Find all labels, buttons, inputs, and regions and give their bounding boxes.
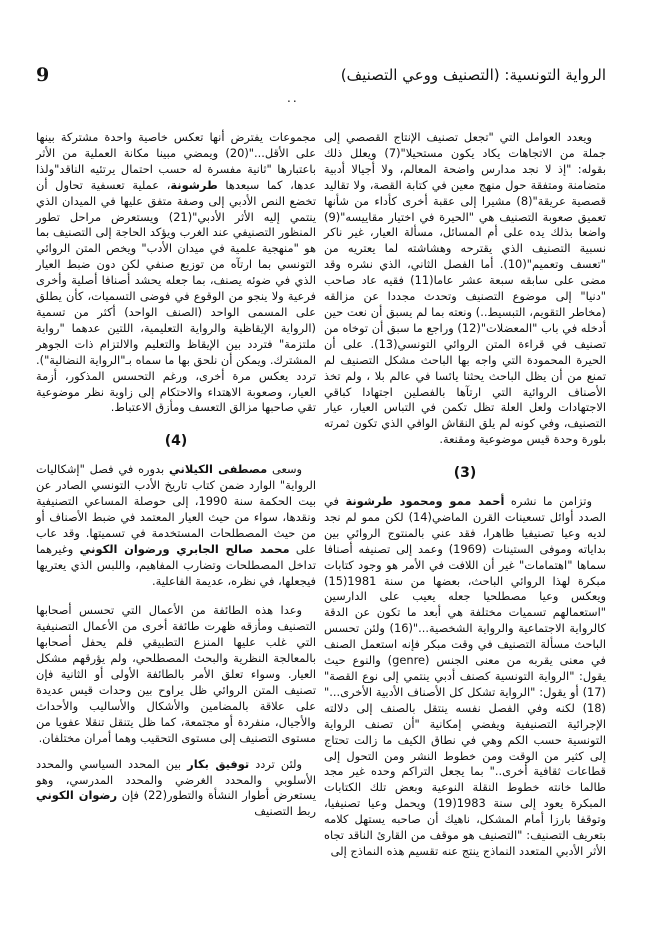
- page-header: [36, 66, 606, 86]
- author-name: توفيق بكار: [187, 756, 250, 771]
- header-dots: ..: [287, 91, 299, 105]
- text-run: وسعى: [267, 462, 303, 477]
- text-run: في الصدد أوائل تسعينات القرن الماضي(14) لكن ممو لم نجد لديه وعيا تصنيفيا ظاهرا، فقد عني بالمنتوج الروائي بين بداياته وموفى الستينات (1969) وعمد إلى تصنيفه أصنافا سماها "اهتمامات" غير أن اللافت في الأمر هو وجود كتابات مبكرة لهذا الروائي الباحث، بعضها من سنة 1981(15) ويعكس وعيا مصطلحيا جعله يعيب على الدارسين "استعمالهم تسميات مختلفة هي أبعد ما تكون عن الدقة كالرواية الاجتماعية والرواية الشخصية..."(16) ولئن تحسس الباحث مسألة التصنيف في وقت مبكر فإنه استعمل الصنف في معنى يقربه من معنى الجنس (genre) والنوع حيث يقول: "الرواية التونسية كصنف أدبي ينتمي إلى نوع القصة"(17) أو يقول: "الرواية تشكل كل الأصناف الأدبية الأخرى..."(18) لكنه وفي الفصل نفسه ينتقل بالصنف إلى دلالته الإجرائية التصنيفية ويفضي إمكانية "أن تصنف الرواية التونسية حسب الكم وهي في نطاق الكيف ما زالت تحتاج إلى كثير من الوقت ومن خطوط النشر ومن التحول إلى قطاعات ثقافية أخرى.." بما يجعل التراكم وحده غير مجد طالما خانته خطوط النقلة النوعية وبعض تلك الكتابات المبكرة يعود إلى سنة 1983(19) ويحمل وعيا تصنيفيا، وتوقفا بارزا أمام المشكل، ناهيك أن صاحبه يستهل كلامه بتعريف التصنيف: "التصنيف هو موقف من القارئ الناقد تجاه الأثر الأدبي المتعدد النماذج ينتج عنه تقسيم هذه النماذج إلى: [324, 494, 607, 858]
- paragraph: [324, 494, 606, 860]
- author-name: رضوان الكوني: [36, 788, 118, 803]
- running-title: الرواية التونسية: (التصنيف ووعي التصنيف): [340, 66, 606, 84]
- author-names: محمد صالح الجابري ورضوان الكوني: [79, 541, 290, 556]
- left-column: [36, 130, 316, 820]
- text-run: ، عملية تعسفية تحاول أن تخضع النص الأدبي إلى وصفة متفق عليها في الميدان الذي ينتمي إليه الأثر الأدبي"(21) ويستعرض مراحل تطور المنظور التصنيفي عند الغرب ويؤكد الحاجة إلى التصنيف بما هو "منهجية علمية في ميدان الأدب" ويخص المتن الروائي التونسي بما ارتآه من توزيع صنفي لكن دون ضبط العيار الذي في ضوئه يصنف، بما جعله يحشد أصنافا أصلية وأخرى فرعية ولا ينجو من الوقوع في فوضى التسميات، كأن يطلق على المسمى الواحد (الصنف الواحد) أكثر من تسمية (الرواية الإيقاظية والرواية التعليمية، اللتين عدهما "رواية ملتزمة" فتردد بين الإيقاظ والتعليم والالتزام ذات الجوهر المشترك. ويمكن أن نلحق بها ما سماه بـ"الرواية النضالية"). تردد يعكس مرة أخرى، ورغم التحسس المذكور، أزمة العيار، وصعوبة الاهتداء والاحتكام إلى زاوية نظر موضوعية تقي صاحبها مزالق التعسف ومأزق الاعتباط.: [36, 177, 316, 415]
- author-names: أحمد ممو ومحمود طرشونة: [345, 494, 505, 509]
- text-run: وغيرهما تداخل المصطلحات وتضارب المفاهيم، واللبس الذي يعتريها فيجعلها، في نظره، عديمة الفاعلية.: [36, 541, 316, 588]
- author-name: طرشونة: [170, 177, 218, 192]
- text-run: بين المحدد السياسي والمحدد الأسلوبي والمحدد الغرضي والمحدد المدرسي، وهو يستعرض أطوار النشأة والتطور(22) فإن: [36, 756, 316, 803]
- author-name: مصطفى الكيلاني: [169, 462, 268, 477]
- paragraph: [36, 130, 316, 416]
- page-number: 9: [36, 64, 50, 86]
- right-column: [324, 130, 606, 860]
- paragraph: وعدا هذه الطائفة من الأعمال التي تحسس أصحابها التصنيف ومأزقه ظهرت طائفة أخرى من الأعمال التصنيفية التي غلب عليها المنزع التطبيقي فلم يحفل أصحابها بالمعالجة النظرية والبحث المصطلحي، ولم يؤرقهم مشكل العيار. وسواء تعلق الأمر بالطائفة الأولى أو الثانية فإن تصنيف المتن الروائي ظل يراوح بين وحدات قيس عديدة على علاقة بالمضامين والأشكال والأساليب والأحداث والأجيال، منفردة أو مجتمعة، كما ظل يتنقل تنقلا عفويا من مستوى التصنيف إلى مستوى التحقيب وهما أمران مختلفان.: [36, 603, 316, 745]
- text-run: بدوره في فصل "إشكاليات الرواية" الوارد ضمن كتاب تاريخ الأدب التونسي الصادر عن بيت الحكمة سنة 1990، إلى حوصلة المساعي التصنيفية ونقدها، سواء من حيث العيار المعتمد في ضبط الأصناف أو من حيث المصطلحات المستخدمة في تسميتها. وقد عاب على: [36, 462, 316, 556]
- paragraph: [36, 757, 316, 821]
- section-heading-3: (3): [453, 465, 477, 482]
- paragraph: [36, 462, 316, 589]
- text-run: مجموعات يفترض أنها تعكس خاصية واحدة مشتركة بينها على الأقل..."(20) ويمضي مبينا مكانة العملية من الأثر باعتبارها "ثانية مفسرة له حسب احتمال يرتئيه الناقد"ولذا عدها، كما سبعدها: [36, 130, 317, 192]
- paragraph: ويعدد العوامل التي "تجعل تصنيف الإنتاج القصصي إلى جملة من الاتجاهات يكاد يكون مستحيلا"(7) ويعلل ذلك بقوله: "إذ لا نجد مدارس واضحة المعالم، ولا أجيالا أدبية متضامنة ومتفقة حول منهج معين في كتابة القصة، ولا تقاليد قصصية عريقة"(8) مشيرا إلى عقبة أخرى كأداء من شأنها تعميق صعوبة التصنيف هي "الحيرة في اختيار مقاييسه"(9) واضعا بذلك يده على أم المسائل، مسألة العيار، غير ناكر نسبية التصنيف الذي يقترحه وهشاشته لما يعتريه من "تعسف وتعميم"(10). أما الفصل الثاني، الذي نشره وقد مضى على سابقه سبعة عشر عاما(11) فقيه عاد صاحب "دنيا" إلى موضوع التصنيف وتحدث مجددا عن مزالقه (مخاطر التقويم، التبسيط..) ونعته بما لم يسبق أن نعت حين أدخله في باب "المعضلات"(12) وراجع ما سبق أن توخاه من تصنيف في قراءة المتن الروائي التونسي(13). على أن الحيرة المحمودة التي واجه بها الباحث مشكل التصنيف لم تمنع من أن يظل الباحث يحثنا يائسا في عالم بلا ، ولم تخذ الأصناف الروائية التي ارتآها بالفصلين اجتهادا كباقي الاجتهادات ولعل العلة تظل تكمن في التباس العيار، عيار التصنيف، وفي كونه لم يلق النقاش الوافي الذي تكون ثمرته بلورة وحدة قيس موضوعية ومقنعة.: [324, 130, 607, 447]
- section-heading-4: (4): [164, 433, 188, 450]
- text-run: وتزامن ما نشره: [504, 494, 592, 509]
- text-run: ربط التصنيف: [254, 804, 316, 819]
- text-run: ولئن تردد: [249, 756, 302, 771]
